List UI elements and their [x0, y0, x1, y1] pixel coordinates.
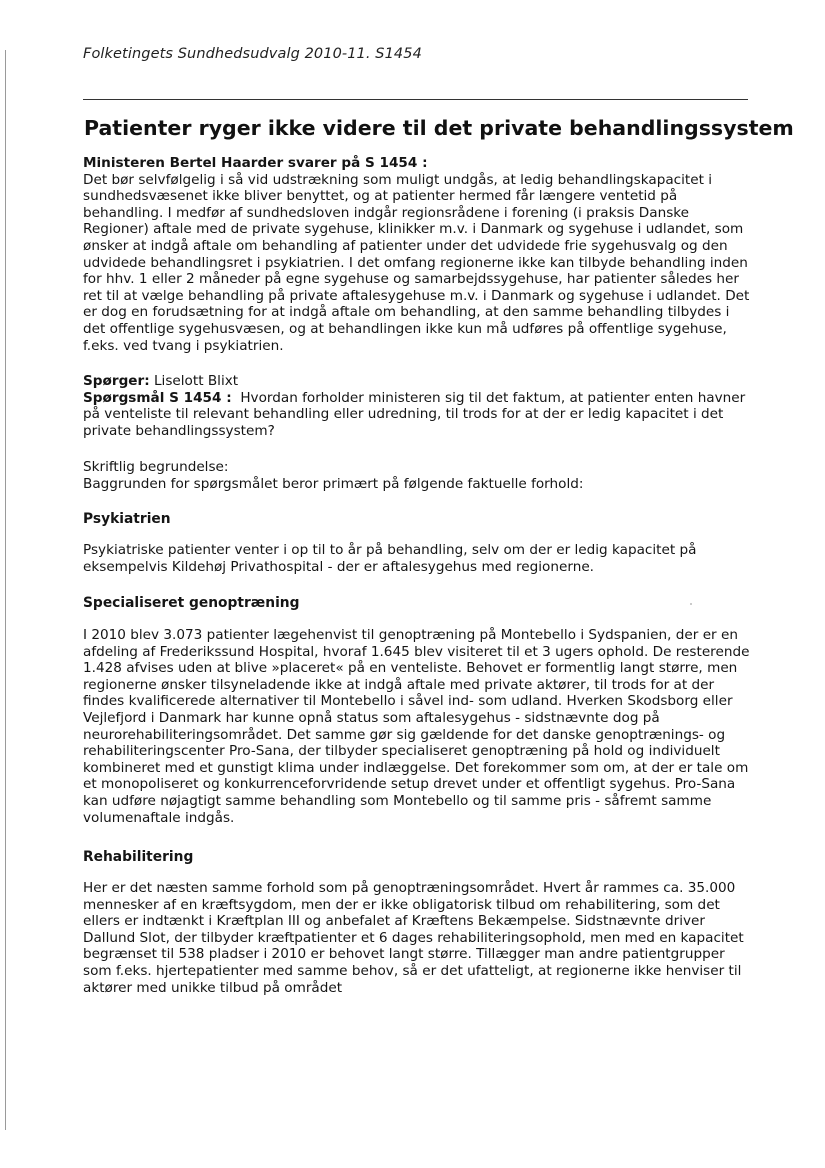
page-title: Patienter ryger ikke videre til det private behandlingssystem: [84, 116, 794, 140]
section-text-genoptraening: I 2010 blev 3.073 patienter lægehenvist til genoptræning på Montebello i Sydspanien, der er en afdeling af Frederikssund Hospital, hvoraf 1.645 blev visiteret til et 3 ugers ophold. De resterende 1.428 afvises uden at blive »placeret« på en venteliste. Behovet er formentlig langt større, men regionerne ønsker tilsyneladende ikke at indgå aftale med private aktører, til trods for at der findes kvalificerede alternativer til Montebello i såvel ind- som udland. Hverken Skodsborg eller Vejlefjord i Danmark har kunne opnå status som aftalesygehus - sidstnævnte dog på neurorehabiliteringsområdet. Det samme gør sig gældende for det danske genoptrænings- og rehabiliteringscenter Pro-Sana, der tilbyder specialiseret genoptræning på hold og individuelt kombineret med et gunstigt klima under indlæggelse. Det forekommer som om, at der er tale om et monopoliseret og konkurrenceforvridende setup drevet under et offentligt sygehus. Pro-Sana kan udføre nøjagtigt samme behandling som Montebello og til samme pris - såfremt samme volumenaftale indgås.: [83, 627, 750, 826]
question-line: [83, 390, 755, 440]
document-header: Folketingets Sundhedsudvalg 2010-11. S1454: [83, 46, 422, 62]
scan-speck: [690, 603, 692, 605]
answer-block: [83, 155, 755, 354]
justification-block: [83, 459, 755, 492]
section-heading-rehabilitering: Rehabilitering: [83, 849, 194, 865]
asker-name: Liselott Blixt: [153, 373, 239, 389]
question-block: [83, 373, 755, 439]
asker-label: Spørger:: [83, 373, 150, 389]
asker-line: [83, 373, 755, 390]
justification-intro: Baggrunden for spørgsmålet beror primært på følgende faktuelle forhold:: [83, 475, 584, 492]
scan-margin-line: [5, 50, 6, 1130]
answer-heading: Ministeren Bertel Haarder svarer på S 1454 :: [83, 155, 428, 171]
question-text: Hvordan forholder ministeren sig til det faktum, at patienter enten havner på venteliste til relevant behandling eller udredning, til trods for at der er ledig kapacitet i det private behandlingssystem?: [83, 389, 746, 439]
answer-text: Det bør selvfølgelig i så vid udstrækning som muligt undgås, at ledig behandlingskapacitet i sundhedsvæsenet ikke bliver benyttet, og at patienter hermed får længere ventetid på behandling. I medfør af sundhedsloven indgår regionsrådene i forening (i praksis Danske Regioner) aftale med de private sygehuse, klinikker m.v. i Danmark og sygehuse i udlandet, som ønsker at indgå aftale om behandling af patienter under det udvidede frie sygehusvalg og den udvidede behandlingsret i psykiatrien. I det omfang regionerne ikke kan tilbyde behandling inden for hhv. 1 eller 2 måneder på egne sygehuse og samarbejdssygehuse, har patienter således her ret til at vælge behandling på private aftalesygehuse m.v. i Danmark og sygehuse i udlandet. Det er dog en forudsætning for at indgå aftale om behandling, at den samme behandling tilbydes i det offentlige sygehusvæsen, og at behandlingen ikke kun må udføres på offentlige sygehuse, f.eks. ved tvang i psykiatrien.: [83, 171, 750, 354]
section-heading-psykiatrien: Psykiatrien: [83, 511, 171, 527]
justification-label: Skriftlig begrundelse:: [83, 459, 229, 475]
header-rule: [83, 99, 748, 100]
section-heading-genoptraening: Specialiseret genoptræning: [83, 595, 300, 611]
section-text-psykiatrien: Psykiatriske patienter venter i op til to år på behandling, selv om der er ledig kapacitet på eksempelvis Kildehøj Privathospital - der er aftalesygehus med regionerne.: [83, 542, 697, 575]
question-label: Spørgsmål S 1454 :: [83, 389, 232, 406]
section-text-rehabilitering: Her er det næsten samme forhold som på genoptræningsområdet. Hvert år rammes ca. 35.000 mennesker af en kræftsygdom, men der er ikke obligatorisk tilbud om rehabilitering, som det ellers er indtænkt i Kræftplan III og anbefalet af Kræftens Bekæmpelse. Sidstnævnte driver Dallund Slot, der tilbyder kræftpatienter et 6 dages rehabiliteringsophold, men med en kapacitet begrænset til 538 pladser i 2010 er behovet langt større. Tillægger man andre patientgrupper som f.eks. hjertepatienter med samme behov, så er det ufatteligt, at regionerne ikke henviser til aktører med unikke tilbud på området: [83, 880, 744, 996]
